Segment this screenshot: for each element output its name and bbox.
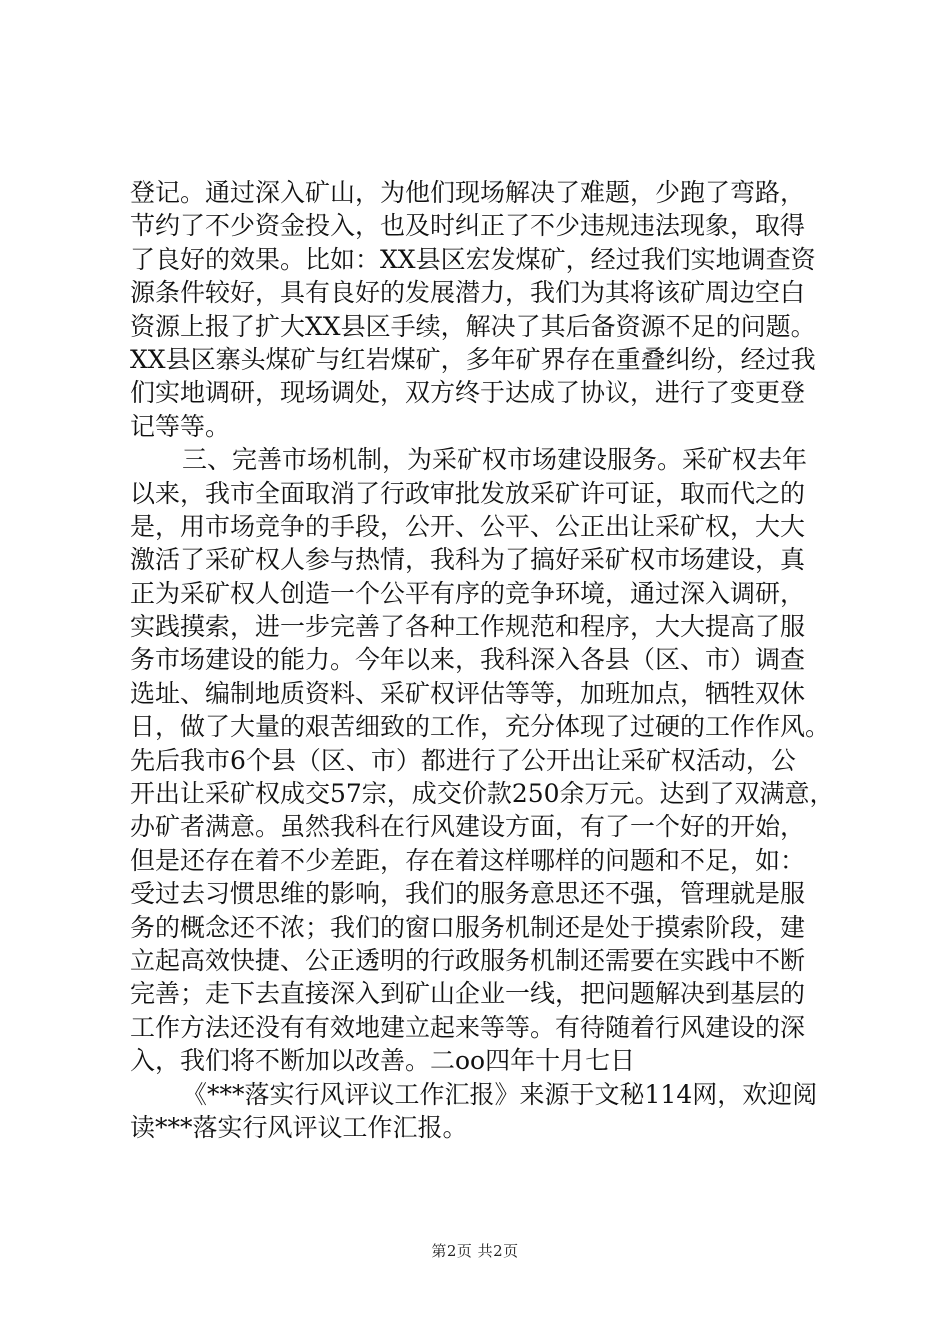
text-line: 开出让采矿权成交57宗，成交价款250余万元。达到了双满意， xyxy=(130,779,835,809)
text-line: 记等等。 xyxy=(130,411,231,441)
text-line: 激活了采矿权人参与热情，我科为了搞好采矿权市场建设，真 xyxy=(130,545,806,575)
text-line: 以来，我市全面取消了行政审批发放采矿许可证，取而代之的 xyxy=(130,478,806,508)
section-heading-line: 三、完善市场机制，为采矿权市场建设服务。采矿权去年 xyxy=(182,445,808,475)
text-line: 务的概念还不浓；我们的窗口服务机制还是处于摸索阶段，建 xyxy=(130,912,806,942)
text-line: 完善；走下去直接深入到矿山企业一线，把问题解决到基层的 xyxy=(130,979,806,1009)
text-line: 日，做了大量的艰苦细致的工作，充分体现了过硬的工作作风。 xyxy=(130,712,831,742)
text-line: 立起高效快捷、公正透明的行政服务机制还需要在实践中不断 xyxy=(130,945,806,975)
text-line: 正为采矿权人创造一个公平有序的竞争环境，通过深入调研， xyxy=(130,578,806,608)
text-line: 但是还存在着不少差距，存在着这样哪样的问题和不足，如： xyxy=(130,845,806,875)
text-line: 了良好的效果。比如：XX县区宏发煤矿，经过我们实地调查资 xyxy=(130,244,816,274)
text-line: 选址、编制地质资料、采矿权评估等等，加班加点，牺牲双休 xyxy=(130,678,806,708)
text-line: 办矿者满意。虽然我科在行风建设方面，有了一个好的开始， xyxy=(130,812,806,842)
text-line: XX县区寨头煤矿与红岩煤矿，多年矿界存在重叠纠纷，经过我 xyxy=(130,344,816,374)
text-line: 入，我们将不断加以改善。二oo四年十月七日 xyxy=(130,1046,636,1076)
text-line: 务市场建设的能力。今年以来，我科深入各县（区、市）调查 xyxy=(130,645,806,675)
text-line: 们实地调研，现场调处，双方终于达成了协议，进行了变更登 xyxy=(130,378,806,408)
text-line: 先后我市6个县（区、市）都进行了公开出让采矿权活动，公 xyxy=(130,745,796,775)
document-body xyxy=(130,176,835,1144)
text-line: 实践摸索，进一步完善了各种工作规范和程序，大大提高了服 xyxy=(130,612,806,642)
text-line: 受过去习惯思维的影响，我们的服务意思还不强，管理就是服 xyxy=(130,879,806,909)
text-line: 资源上报了扩大XX县区手续，解决了其后备资源不足的问题。 xyxy=(130,311,816,341)
source-note-line: 《***落实行风评议工作汇报》来源于文秘114网，欢迎阅 xyxy=(182,1079,818,1109)
text-line: 登记。通过深入矿山，为他们现场解决了难题，少跑了弯路， xyxy=(130,178,806,207)
source-note-line: 读***落实行风评议工作汇报。 xyxy=(130,1112,468,1142)
page-number-footer: 第2页 共2页 xyxy=(431,1242,519,1260)
text-line: 是，用市场竞争的手段，公开、公平、公正出让采矿权，大大 xyxy=(130,511,806,541)
text-line: 节约了不少资金投入，也及时纠正了不少违规违法现象，取得 xyxy=(130,211,806,241)
text-line: 源条件较好，具有良好的发展潜力，我们为其将该矿周边空白 xyxy=(130,278,806,308)
text-line: 工作方法还没有有效地建立起来等等。有待随着行风建设的深 xyxy=(130,1012,806,1042)
